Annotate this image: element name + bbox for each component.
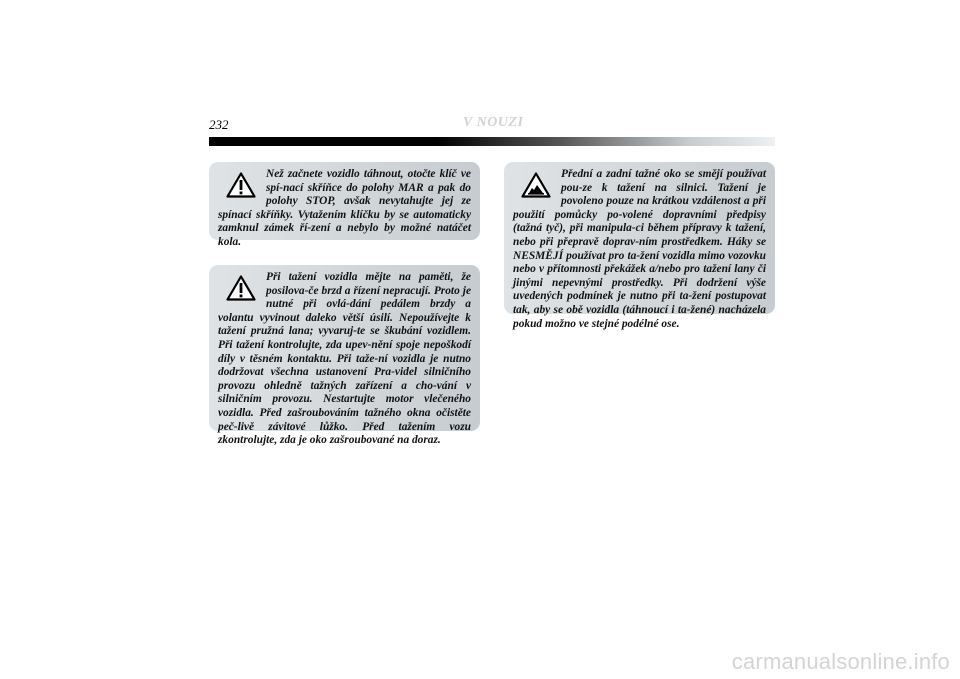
section-title: V NOUZI xyxy=(463,115,524,130)
environment-warning-icon xyxy=(521,172,551,198)
warning-text: Přední a zadní tažné oko se smějí používat pou-ze k tažení na silnici. Tažení je povoleno pouze na krátkou vzdálenost a při použití pomůcky po-volené dopravními předpisy (tažná tyč), při manipula-ci během přípravy k tažení, nebo při přepravě doprav-ním prostředkem. Háky se NESMĚJÍ používat pro ta-žení vozidla mimo vozovku nebo v přítomnosti překážek a/nebo pro tažení lany či jinými nepevnými prostředky. Při dodržení výše uvedených podmínek je nutno při ta-žení postupovat tak, aby se obě vozidla (táhnoucí i ta-žené) nacházela pokud možno ve stejné podélné ose. xyxy=(513,168,766,330)
warning-text: Než začnete vozidlo táhnout, otočte klíč ve spí-nací skříňce do polohy MAR a pak do polohy STOP, avšak nevytahujte jej ze spínací skříňky. Vytažením klíčku by se automaticky zamknul zámek ří-zení a nebylo by možné natáčet kola. xyxy=(218,168,471,248)
warning-text: Při tažení vozidla mějte na paměti, že posilova-če brzd a řízení nepracují. Proto je nutné při ovlá-dání pedálem brzdy a volantu vyvinout daleko větší úsilí. Nepoužívejte k tažení pružná lana; vyvaruj-te se škubání vozidlem. Při tažení kontrolujte, zda upev-nění spoje nepoškodí díly v těsném kontaktu. Při taže-ní vozidla je nutno dodržovat všechna ustanovení Pra-videl silničního provozu ohledně tažných zařízení a cho-vání v silničním provozu. Nestartujte motor vlečeného vozidla. Před zašroubováním tažného okna očistěte peč-livě závitové lůžko. Před tažením vozu zkontrolujte, zda je oko zašroubované na doraz. xyxy=(218,271,471,447)
warning-box-tow-hooks xyxy=(504,162,775,330)
page-number: 232 xyxy=(209,117,229,132)
watermark: carmanualsonline.info xyxy=(731,649,950,674)
warning-triangle-icon xyxy=(226,172,256,198)
warning-triangle-icon xyxy=(226,275,256,301)
warning-box-towing xyxy=(209,265,480,447)
warning-box-ignition xyxy=(209,162,480,248)
header-rule xyxy=(209,137,775,146)
